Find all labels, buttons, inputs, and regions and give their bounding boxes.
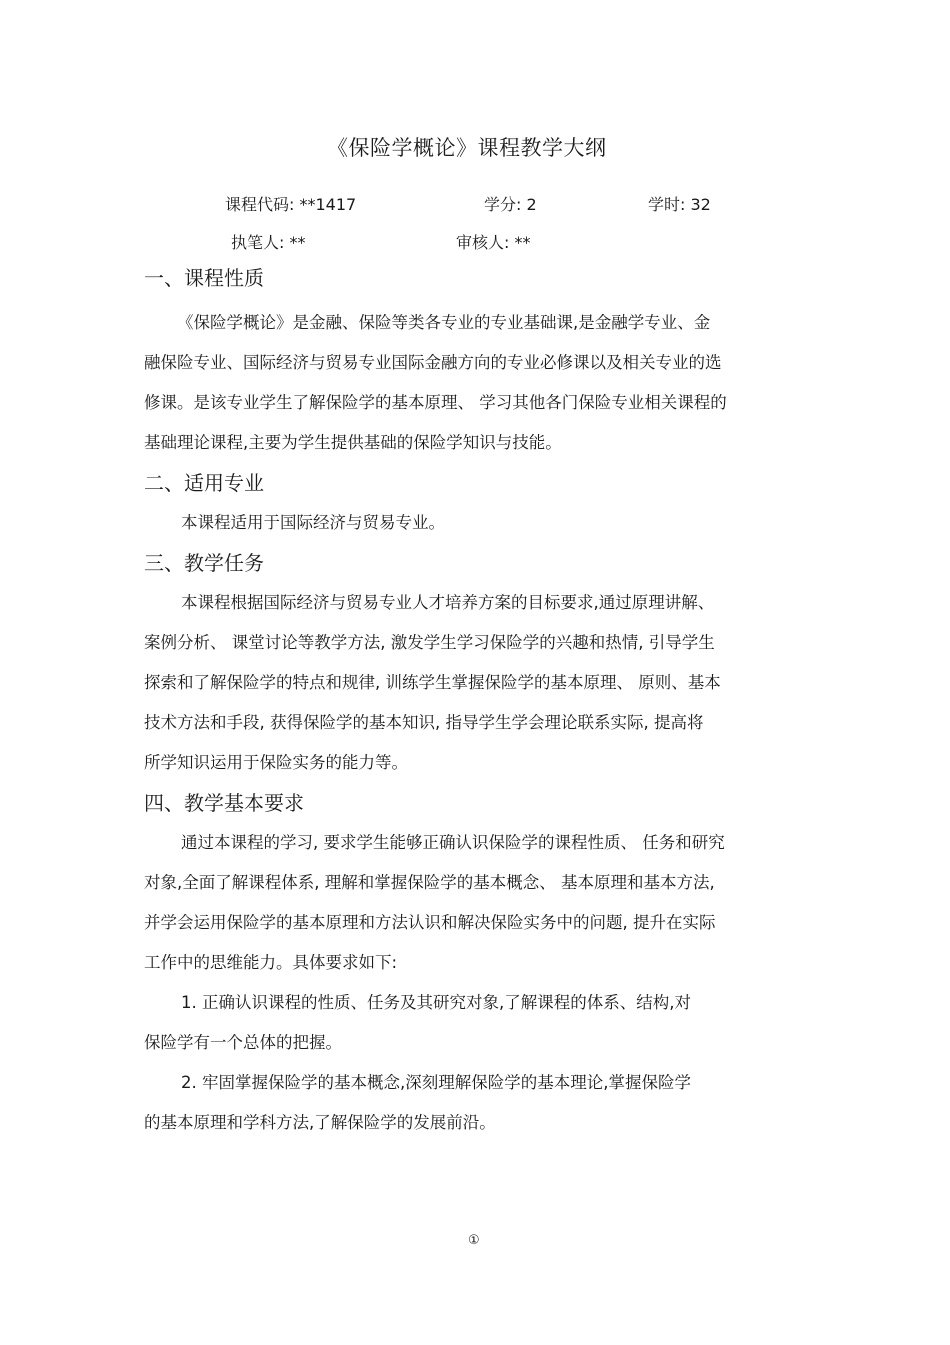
course-author: 执笔人: ** xyxy=(231,233,306,252)
course-hours: 学时: 32 xyxy=(648,195,711,214)
list-item-line: 的基本原理和学科方法,了解保险学的发展前沿。 xyxy=(144,1113,496,1132)
section-heading-nature: 一、课程性质 xyxy=(144,266,264,290)
page-number: ① xyxy=(468,1233,480,1248)
paragraph-line: 修课。是该专业学生了解保险学的基本原理、 学习其他各门保险专业相关课程的 xyxy=(144,393,727,412)
list-item-line: 2. 牢固掌握保险学的基本概念,深刻理解保险学的基本理论,掌握保险学 xyxy=(181,1073,691,1092)
paragraph-line: 技术方法和手段, 获得保险学的基本知识, 指导学生学会理论联系实际, 提高将 xyxy=(144,713,704,732)
paragraph-line: 案例分析、 课堂讨论等教学方法, 激发学生学习保险学的兴趣和热情, 引导学生 xyxy=(144,633,715,652)
page-title: 《保险学概论》课程教学大纲 xyxy=(327,136,607,160)
paragraph-line: 融保险专业、国际经济与贸易专业国际金融方向的专业必修课以及相关专业的选 xyxy=(144,353,722,372)
section-heading-basic-requirements: 四、教学基本要求 xyxy=(144,791,304,815)
section-heading-applicable-major: 二、适用专业 xyxy=(144,471,264,495)
paragraph-line: 本课程适用于国际经济与贸易专业。 xyxy=(181,513,445,532)
paragraph-line: 工作中的思维能力。具体要求如下: xyxy=(144,953,398,972)
section-heading-teaching-task: 三、教学任务 xyxy=(144,551,264,575)
list-item-line: 1. 正确认识课程的性质、任务及其研究对象,了解课程的体系、结构,对 xyxy=(181,993,691,1012)
course-reviewer: 审核人: ** xyxy=(456,233,531,252)
paragraph-line: 所学知识运用于保险实务的能力等。 xyxy=(144,753,408,772)
paragraph-line: 并学会运用保险学的基本原理和方法认识和解决保险实务中的问题, 提升在实际 xyxy=(144,913,716,932)
list-item-line: 保险学有一个总体的把握。 xyxy=(144,1033,342,1052)
paragraph-line: 本课程根据国际经济与贸易专业人才培养方案的目标要求,通过原理讲解、 xyxy=(181,593,715,612)
course-code: 课程代码: **1417 xyxy=(225,195,357,214)
paragraph-line: 通过本课程的学习, 要求学生能够正确认识保险学的课程性质、 任务和研究 xyxy=(181,833,725,852)
paragraph-line: 探索和了解保险学的特点和规律, 训练学生掌握保险学的基本原理、 原则、基本 xyxy=(144,673,721,692)
paragraph-line: 《保险学概论》是金融、保险等类各专业的专业基础课,是金融学专业、金 xyxy=(177,313,711,332)
paragraph-line: 对象,全面了解课程体系, 理解和掌握保险学的基本概念、 基本原理和基本方法, xyxy=(144,873,715,892)
course-credit: 学分: 2 xyxy=(484,195,537,214)
paragraph-line: 基础理论课程,主要为学生提供基础的保险学知识与技能。 xyxy=(144,433,562,452)
